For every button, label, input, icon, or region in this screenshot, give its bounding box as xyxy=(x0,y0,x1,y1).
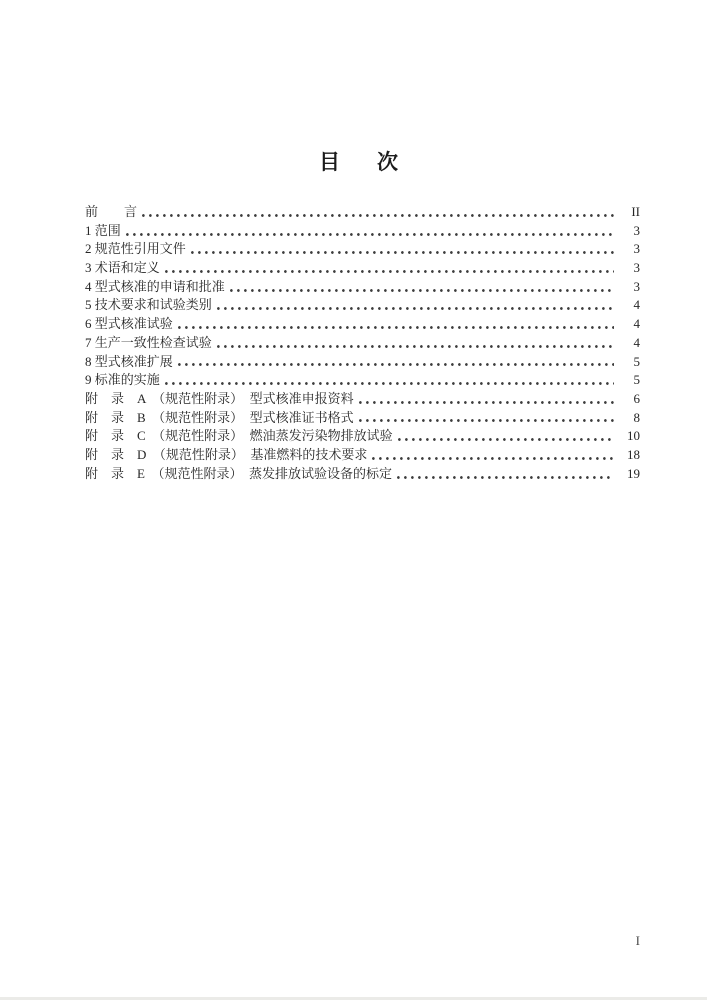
toc-entry-label: 7 生产一致性检查试验 xyxy=(85,334,212,350)
toc-entry-page: 3 xyxy=(633,241,640,257)
toc-entry-page: 18 xyxy=(627,446,640,462)
toc-entry xyxy=(85,222,640,241)
table-of-contents xyxy=(85,203,640,483)
toc-entry-label: 5 技术要求和试验类别 xyxy=(85,297,212,313)
toc-entry-page: 19 xyxy=(627,465,640,481)
toc-entry-appendix xyxy=(85,465,640,484)
dot-leader xyxy=(178,315,614,334)
dot-leader xyxy=(372,446,614,465)
toc-entry-page: 4 xyxy=(633,316,640,332)
toc-entry-label: 2 规范性引用文件 xyxy=(85,241,186,257)
toc-entry-page: 5 xyxy=(633,372,640,388)
toc-entry xyxy=(85,334,640,353)
toc-entry-appendix xyxy=(85,446,640,465)
toc-entry xyxy=(85,203,640,222)
toc-entry-page: 4 xyxy=(633,334,640,350)
dot-leader xyxy=(217,334,614,353)
toc-entry xyxy=(85,278,640,297)
toc-entry xyxy=(85,240,640,259)
toc-title: 目 次 xyxy=(319,150,406,174)
toc-entry-label: 附 录 A （规范性附录） 型式核准申报资料 xyxy=(85,390,354,406)
toc-entry xyxy=(85,259,640,278)
toc-entry-page: 10 xyxy=(627,428,640,444)
toc-entry xyxy=(85,371,640,390)
toc-entry-appendix xyxy=(85,390,640,409)
toc-entry-page: 3 xyxy=(633,278,640,294)
toc-entry xyxy=(85,353,640,372)
toc-entry xyxy=(85,296,640,315)
dot-leader xyxy=(397,465,614,484)
toc-entry-page: 6 xyxy=(633,390,640,406)
toc-entry-page: II xyxy=(631,204,640,219)
dot-leader xyxy=(359,390,614,409)
toc-entry-label: 9 标准的实施 xyxy=(85,372,160,388)
toc-entry-label: 附 录 C （规范性附录） 燃油蒸发污染物排放试验 xyxy=(85,428,393,444)
dot-leader xyxy=(178,353,614,372)
toc-entry-label: 附 录 B （规范性附录） 型式核准证书格式 xyxy=(85,409,354,425)
dot-leader xyxy=(165,371,614,390)
toc-entry-label: 3 术语和定义 xyxy=(85,260,160,276)
dot-leader xyxy=(142,203,614,222)
toc-entry-label: 1 范围 xyxy=(85,222,121,238)
toc-entry-label: 4 型式核准的申请和批准 xyxy=(85,278,225,294)
toc-entry-appendix xyxy=(85,409,640,428)
dot-leader xyxy=(398,427,614,446)
toc-entry-page: 3 xyxy=(633,222,640,238)
dot-leader xyxy=(165,259,614,278)
page-number-footer: I xyxy=(635,933,640,948)
dot-leader xyxy=(191,240,614,259)
dot-leader xyxy=(359,409,614,428)
toc-entry-label: 附 录 E （规范性附录） 蒸发排放试验设备的标定 xyxy=(85,465,392,481)
dot-leader xyxy=(230,278,614,297)
dot-leader xyxy=(126,222,614,241)
toc-entry-page: 3 xyxy=(633,260,640,276)
toc-entry-label: 8 型式核准扩展 xyxy=(85,353,173,369)
toc-entry-page: 4 xyxy=(633,297,640,313)
toc-entry-label: 附 录 D （规范性附录） 基准燃料的技术要求 xyxy=(85,446,368,462)
toc-entry-page: 5 xyxy=(633,353,640,369)
toc-entry-appendix xyxy=(85,427,640,446)
toc-entry xyxy=(85,315,640,334)
toc-entry-label: 前 言 xyxy=(85,204,138,219)
toc-entry-label: 6 型式核准试验 xyxy=(85,316,173,332)
dot-leader xyxy=(217,296,614,315)
toc-entry-page: 8 xyxy=(633,409,640,425)
